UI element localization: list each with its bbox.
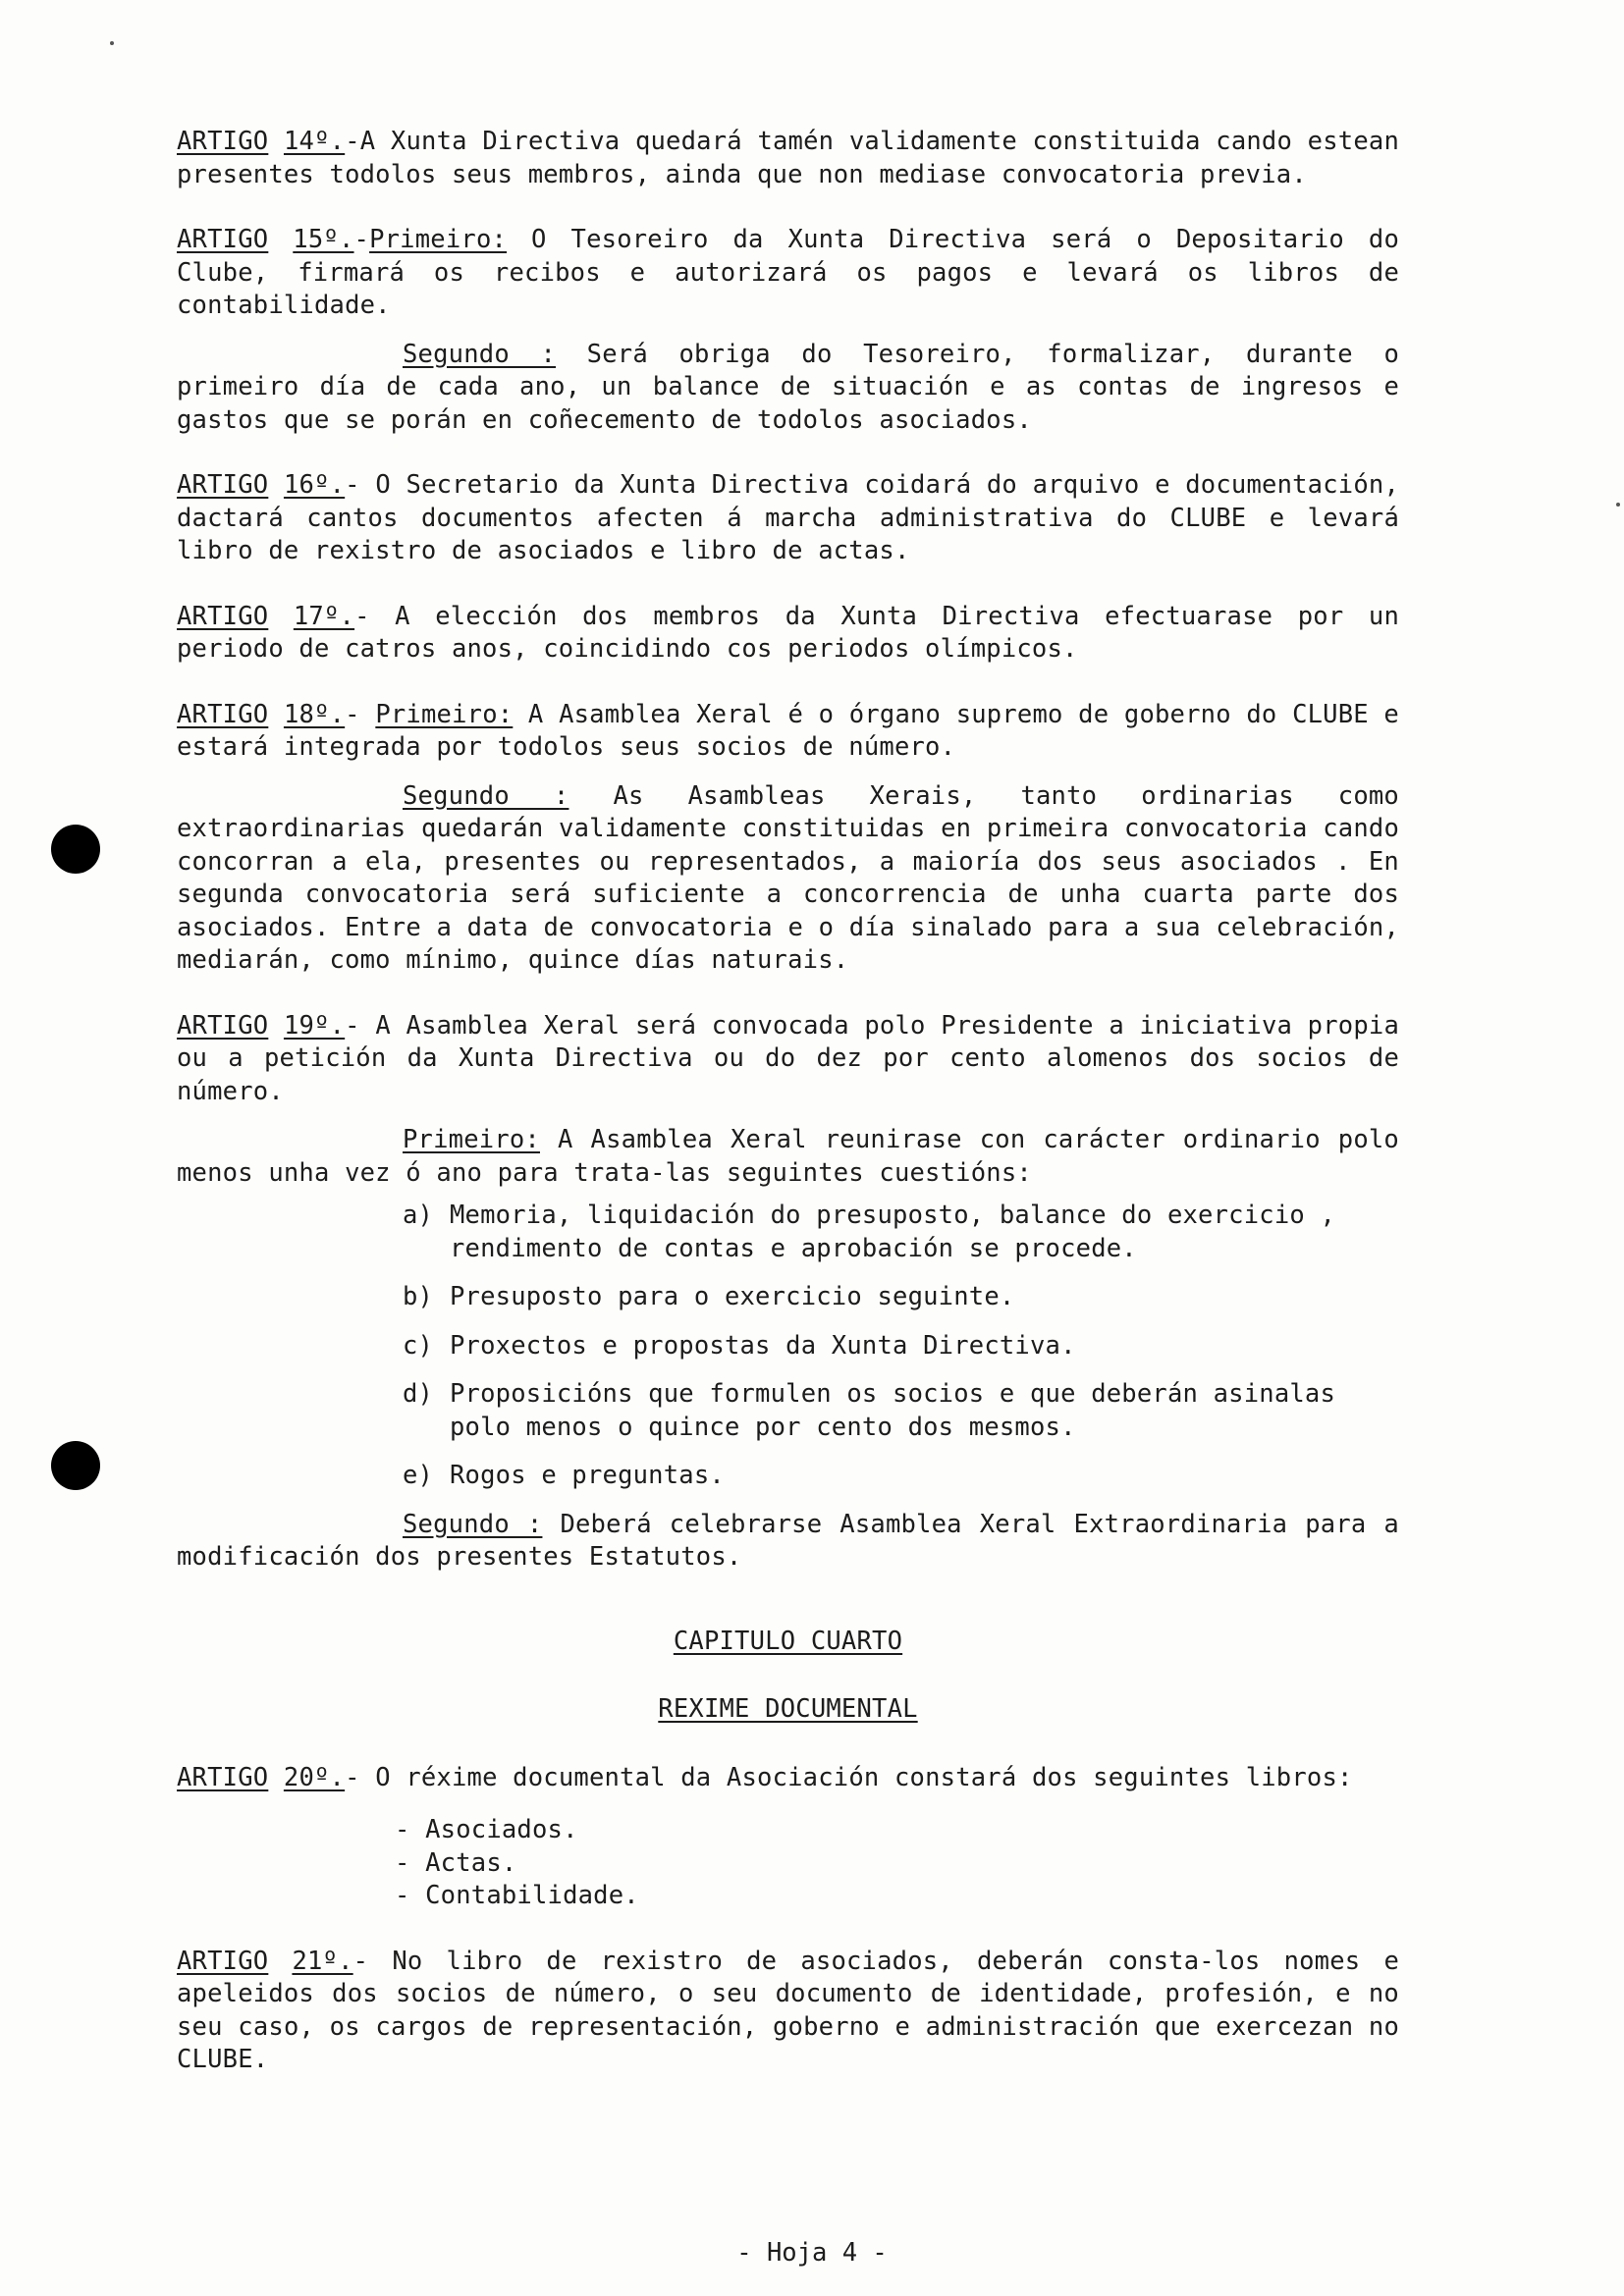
list-marker: d) xyxy=(403,1379,434,1409)
list-item xyxy=(403,1330,1399,1363)
article-number: 14º. xyxy=(283,127,346,156)
article-15-segundo xyxy=(177,339,1399,438)
punch-hole-bottom xyxy=(51,1441,100,1490)
clause-label: Segundo : xyxy=(403,339,557,369)
article-label: ARTIGO xyxy=(177,699,269,729)
page-footer: - Hoja 4 - xyxy=(736,2238,888,2268)
article-label: ARTIGO xyxy=(177,470,269,500)
list-item-text: Presuposto para o exercicio seguinte. xyxy=(450,1282,1015,1311)
article-19 xyxy=(177,1010,1399,1109)
article-18: ARTIGO 18º.- Primeiro: A Asamblea Xeral é o órgano supremo de goberno do CLUBE e estará integrada por todolos seus socios de número. xyxy=(177,699,1399,762)
agenda-list xyxy=(177,1200,1399,1493)
books-list xyxy=(177,1814,1399,1913)
article-number: 17º. xyxy=(293,601,355,631)
list-item xyxy=(403,1200,1399,1265)
chapter-title: CAPITULO CUARTO xyxy=(673,1626,903,1656)
clause-text: O Tesoreiro da Xunta Directiva será o Depositario do Clube, firmará os recibos e autorizará os pagos e levará os libros de contabilidade. xyxy=(177,225,1399,320)
article-19-segundo xyxy=(177,1509,1399,1575)
list-item: - Actas. xyxy=(395,1847,517,1878)
chapter-subtitle: REXIME DOCUMENTAL xyxy=(658,1694,918,1724)
list-marker: a) xyxy=(403,1201,434,1230)
list-item-text: Rogos e preguntas. xyxy=(450,1461,725,1490)
list-item xyxy=(403,1378,1399,1444)
article-number: 19º. xyxy=(283,1010,346,1041)
clause-label: Primeiro: xyxy=(369,225,508,254)
article-14 xyxy=(177,126,1399,191)
list-item-text: Proxectos e propostas da Xunta Directiva. xyxy=(450,1330,1076,1361)
clause-text: A Asamblea Xeral reunirase con carácter ordinario polo menos unha vez ó ano para trata-las seguintes cuestións: xyxy=(177,1125,1399,1188)
scan-speck xyxy=(110,41,114,45)
clause-label: Primeiro: xyxy=(375,699,514,729)
clause-label: Primeiro: xyxy=(403,1125,540,1154)
list-item: - Contabilidade. xyxy=(395,1881,639,1910)
article-17 xyxy=(177,601,1399,667)
clause-label: Segundo : xyxy=(403,1509,543,1539)
article-15: ARTIGO 15º.-Primeiro: O Tesoreiro da Xunta Directiva será o Depositario do Clube, firmará os recibos e autorizará os pagos e levará os libros de contabilidade. xyxy=(177,225,1399,320)
article-16 xyxy=(177,469,1399,568)
article-number: 18º. xyxy=(283,699,346,729)
list-marker: b) xyxy=(403,1282,434,1311)
article-label: ARTIGO xyxy=(177,1946,269,1976)
article-number: 21º. xyxy=(292,1946,353,1976)
scan-speck xyxy=(1616,503,1620,507)
article-text: - A elección dos membros da Xunta Directiva efectuarase por un periodo de catros anos, coincidindo cos periodos olímpicos. xyxy=(177,601,1399,664)
list-marker: c) xyxy=(403,1330,434,1361)
clause-text: A Asamblea Xeral é o órgano supremo de goberno do CLUBE e estará integrada por todolos seus socios de número. xyxy=(177,699,1399,762)
list-item-text: Memoria, liquidación do presuposto, balance do exercicio , rendimento de contas e aprobación se procede. xyxy=(450,1201,1336,1263)
article-text: - O Secretario da Xunta Directiva coidará do arquivo e documentación, dactará cantos documentos afecten á marcha administrativa do CLUBE e levará libro de rexistro de asociados e libro de actas. xyxy=(177,470,1399,565)
punch-hole-top xyxy=(51,825,100,874)
article-label: ARTIGO xyxy=(177,127,269,156)
article-20 xyxy=(177,1762,1399,1795)
document-body xyxy=(177,126,1399,2077)
list-item-text: Proposicións que formulen os socios e que deberán asinalas polo menos o quince por cento dos mesmos. xyxy=(450,1379,1336,1442)
article-label: ARTIGO xyxy=(177,601,269,631)
article-text: -A Xunta Directiva quedará tamén validamente constituida cando estean presentes todolos seus membros, ainda que non mediase convocatoria previa. xyxy=(177,127,1399,189)
article-label: ARTIGO xyxy=(177,225,269,254)
list-item xyxy=(403,1460,1399,1493)
list-item xyxy=(403,1281,1399,1314)
article-text: - O réxime documental da Asociación constará dos seguintes libros: xyxy=(345,1762,1353,1792)
clause-text: Deberá celebrarse Asamblea Xeral Extraordinaria para a modificación dos presentes Estatutos. xyxy=(177,1509,1399,1572)
article-label: ARTIGO xyxy=(177,1762,269,1792)
clause-text: Será obriga do Tesoreiro, formalizar, durante o primeiro día de cada ano, un balance de situación e as contas de ingresos e gastos que se porán en coñecemento de todolos asociados. xyxy=(177,339,1399,435)
list-marker: e) xyxy=(403,1461,434,1490)
article-18-segundo xyxy=(177,780,1399,978)
article-text: - No libro de rexistro de asociados, deberán consta-los nomes e apeleidos dos socios de número, o seu documento de identidade, profesión, e no seu caso, os cargos de representación, goberno e administración que exercezan no CLUBE. xyxy=(177,1946,1399,2074)
article-21 xyxy=(177,1946,1399,2077)
article-label: ARTIGO xyxy=(177,1010,269,1041)
article-number: 15º. xyxy=(293,225,354,254)
article-number: 20º. xyxy=(283,1762,346,1792)
clause-text: As Asambleas Xerais, tanto ordinarias como extraordinarias quedarán validamente constituidas en primeira convocatoria cando concorran a ela, presentes ou representados, a maioría dos seus asociados . En segunda convocatoria será suficiente a concorrencia de unha cuarta parte dos asociados. Entre a data de convocatoria e o día sinalado para a sua celebración, mediarán, como mínimo, quince días naturais. xyxy=(177,780,1399,975)
article-text: - A Asamblea Xeral será convocada polo Presidente a iniciativa propia ou a petición da Xunta Directiva ou do dez por cento alomenos dos socios de número. xyxy=(177,1010,1399,1106)
article-19-primeiro xyxy=(177,1124,1399,1190)
list-item: - Asociados. xyxy=(395,1815,578,1844)
article-number: 16º. xyxy=(283,470,346,500)
clause-label: Segundo : xyxy=(403,780,569,811)
